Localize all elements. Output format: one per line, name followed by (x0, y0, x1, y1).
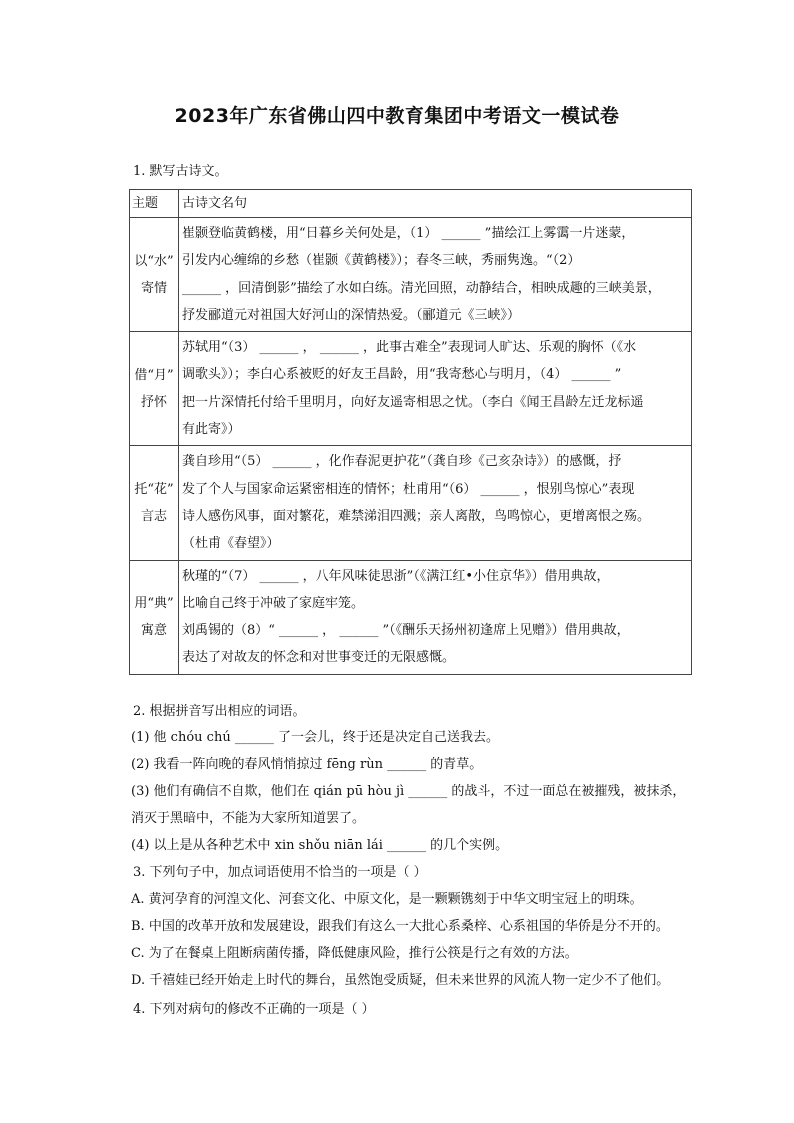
table-row (130, 560, 692, 674)
question-1-heading: 1. 默写古诗文。 (133, 164, 228, 179)
header-lines: 古诗文名句 (179, 190, 692, 218)
page-title: 2023年广东省佛山四中教育集团中考语文一模试卷 (174, 105, 620, 127)
table-row (130, 218, 692, 332)
table-row (130, 446, 692, 560)
row-topic: 借“月” 抒怀 (130, 332, 179, 446)
q3-option-a: A. 黄河孕育的河湟文化、河套文化、中原文化，是一颗颗镌刻于中华文明宝冠上的明珠。 (131, 892, 643, 907)
q2-item: (4) 以上是从各种艺术中 xin shǒu niān lái ______ 的几个实例。 (131, 838, 509, 853)
q3-option-c: C. 为了在餐桌上阻断病菌传播，降低健康风险，推行公筷是行之有效的方法。 (131, 946, 578, 961)
question-2-heading: 2. 根据拼音写出相应的词语。 (133, 704, 306, 719)
question-3-heading: 3. 下列句子中，加点词语使用不恰当的一项是（ ） (133, 865, 427, 880)
q2-item: (3) 他们有确信不自欺，他们在 qián pū hòu jì ______ 的战斗，不过一面总在被摧残，被抹杀， (131, 784, 686, 799)
header-topic: 主题 (130, 190, 179, 218)
table-row (130, 332, 692, 446)
q3-option-d: D. 千禧娃已经开始走上时代的舞台，虽然饱受质疑，但未来世界的风流人物一定少不了他们。 (131, 973, 670, 988)
row-topic: 用“典” 寓意 (130, 560, 179, 674)
row-lines: 秋瑾的“（7） ______ ，八年风味徒思浙”（《满江红•小住京华》）借用典故， 比喻自己终于冲破了家庭牢笼。 刘禹锡的（8）“ ______ ， ______ ”（《酬乐天扬州初逢席上见赠》）借用典故， 表达了对故友的怀念和对世事变迁的无限感慨。 (179, 560, 692, 674)
row-topic: 托“花” 言志 (130, 446, 179, 560)
q2-item: 消灭于黑暗中，不能为大家所知道罢了。 (131, 811, 366, 826)
question-4-heading: 4. 下列对病句的修改不正确的一项是（ ） (133, 1002, 375, 1017)
q3-option-b: B. 中国的改革开放和发展建设，跟我们有这么一大批心系桑梓、心系祖国的华侨是分不开的。 (131, 919, 669, 934)
q2-item: (1) 他 chóu chú ______ 了一会儿，终于还是决定自己送我去。 (131, 730, 499, 745)
row-lines: 龚自珍用“（5） ______ ，化作春泥更护花”（龚自珍《己亥杂诗》）的感慨，抒 发了个人与国家命运紧密相连的情怀；杜甫用“（6） ______ ，恨别鸟惊心”表现 诗人感伤风事，面对繁花，难禁涕泪四溅；亲人离散，鸟鸣惊心，更增离恨之殇。 （杜甫《春望》） (179, 446, 692, 560)
q2-item: (2) 我看一阵向晚的春风悄悄掠过 fēng rùn ______ 的青草。 (131, 757, 483, 772)
row-lines: 苏轼用“（3） ______ ， ______ ，此事古难全”表现词人旷达、乐观的胸怀（《水 调歌头》）；李白心系被贬的好友王昌龄，用“我寄愁心与明月，（4） ______ ” 把一片深情托付给千里明月，向好友遥寄相思之忧。（李白《闻王昌龄左迁龙标遥 有此寄》） (179, 332, 692, 446)
row-lines: 崔颢登临黄鹤楼，用“日暮乡关何处是，（1） ______ ”描绘江上雾霭一片迷蒙， 引发内心缠绵的乡愁（崔颢《黄鹤楼》）；春冬三峡，秀丽隽逸。“（2） ______ ，回清倒影”描绘了水如白练。清光回照，动静结合，相映成趣的三峡美景， 抒发郦道元对祖国大好河山的深情热爱。（郦道元《三峡》） (179, 218, 692, 332)
row-topic: 以“水” 寄情 (130, 218, 179, 332)
poem-table (129, 189, 692, 675)
table-header-row (130, 190, 692, 218)
